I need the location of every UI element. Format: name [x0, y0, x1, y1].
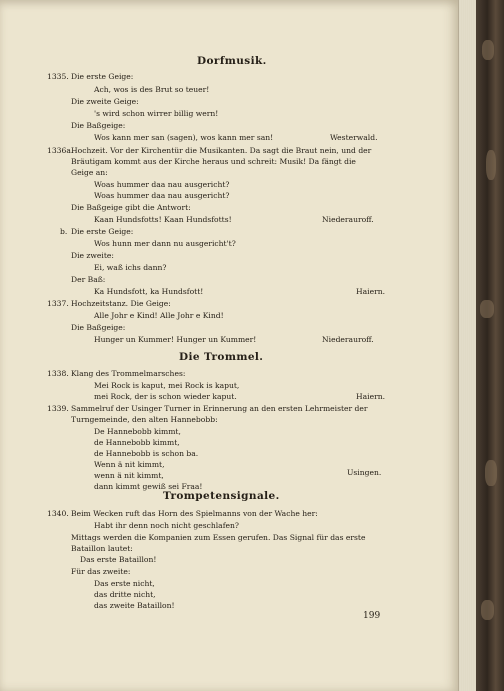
text-line: Sammelruf der Usinger Turner in Erinnerung an den ersten Lehrmeister der [71, 404, 368, 413]
section-title: Dorfmusik. [197, 55, 267, 67]
text-line: 's wird schon wirrer billig wern! [94, 109, 219, 118]
text-line: Das erste Bataillon! [80, 555, 157, 564]
text-line: Kaan Hundsfotts! Kaan Hundsfotts! [94, 215, 232, 224]
text-line: Mittags werden die Kompanien zum Essen gerufen. Das Signal für das erste [71, 533, 366, 542]
text-line: de Hannebobb kimmt, [94, 438, 180, 447]
text-line: das zweite Bataillon! [94, 601, 175, 610]
page-edges [458, 0, 477, 691]
text-line: Woas hummer daa nau ausgericht? [94, 180, 230, 189]
text-line: de Hannebobb is schon ba. [94, 449, 199, 458]
entry-number: b. [60, 227, 68, 236]
text-line: Woas hummer daa nau ausgericht? [94, 191, 230, 200]
text-line: De Hannebobb kimmt, [94, 427, 181, 436]
text-line: Ei, waß ichs dann? [94, 263, 167, 272]
text-line: Bräutigam kommt aus der Kirche heraus und schreit: Musik! Da fängt die [71, 157, 356, 166]
entry-number: 1337. [47, 299, 69, 308]
text-line: Wos hunn mer dann nu ausgericht't? [94, 239, 236, 248]
text-line: Die erste Geige: [71, 72, 134, 81]
text-line: Ach, wos is des Brut so teuer! [94, 85, 210, 94]
text-line: Alle Johr e Kind! Alle Johr e Kind! [94, 311, 224, 320]
entry-number: 1339. [47, 404, 69, 413]
text-line: Wos kann mer san (sagen), wos kann mer san! [94, 133, 274, 142]
text-line: Mei Rock is kaput, mei Rock is kaput, [94, 381, 240, 390]
book-cover [476, 0, 504, 691]
text-line: Die Baßgeige: [71, 121, 126, 130]
text-line: Für das zweite: [71, 567, 131, 576]
text-line: Bataillon lautet: [71, 544, 133, 553]
text-line: Die zweite Geige: [71, 97, 139, 106]
section-title: Die Trommel. [179, 351, 264, 363]
place-name: Usingen. [347, 468, 382, 477]
text-line: Die erste Geige: [71, 227, 134, 236]
text-line: wenn ä nit kimmt, [94, 471, 164, 480]
text-line: Hochzeitstanz. Die Geige: [71, 299, 171, 308]
place-name: Niederauroff. [322, 215, 374, 224]
text-line: Der Baß: [71, 275, 106, 284]
text-line: Geige an: [71, 168, 108, 177]
text-line: Die Baßgeige gibt die Antwort: [71, 203, 191, 212]
text-line: Turngemeinde, den alten Hannebobb: [71, 415, 218, 424]
text-line: Habt ihr denn noch nicht geschlafen? [94, 521, 239, 530]
entry-number: 1338. [47, 369, 69, 378]
entry-number: 1335. [47, 72, 69, 81]
text-line: mei Rock, der is schon wieder kaput. [94, 392, 237, 401]
text-line: Ka Hundsfott, ka Hundsfott! [94, 287, 204, 296]
text-line: Beim Wecken ruft das Horn des Spielmanns von der Wache her: [71, 509, 318, 518]
place-name: Haiern. [356, 392, 386, 401]
place-name: Niederauroff. [322, 335, 374, 344]
text-line: Wenn ä nit kimmt, [94, 460, 165, 469]
text-line: Das erste nicht, [94, 579, 155, 588]
text-line: das dritte nicht, [94, 590, 156, 599]
page-number: 199 [363, 611, 381, 621]
section-title: Trompetensignale. [163, 490, 280, 502]
text-line: Klang des Trommelmarsches: [71, 369, 186, 378]
entry-number: 1340. [47, 509, 69, 518]
entry-number: 1336a. [47, 146, 74, 155]
text-line: Hochzeit. Vor der Kirchentür die Musikanten. Da sagt die Braut nein, und der [71, 146, 372, 155]
place-name: Westerwald. [330, 133, 378, 142]
place-name: Haiern. [356, 287, 386, 296]
text-line: Hunger un Kummer! Hunger un Kummer! [94, 335, 257, 344]
text-line: Die zweite: [71, 251, 114, 260]
text-line: Die Baßgeige: [71, 323, 126, 332]
text-line: dann kimmt gewiß sei Fraa! [94, 482, 203, 491]
